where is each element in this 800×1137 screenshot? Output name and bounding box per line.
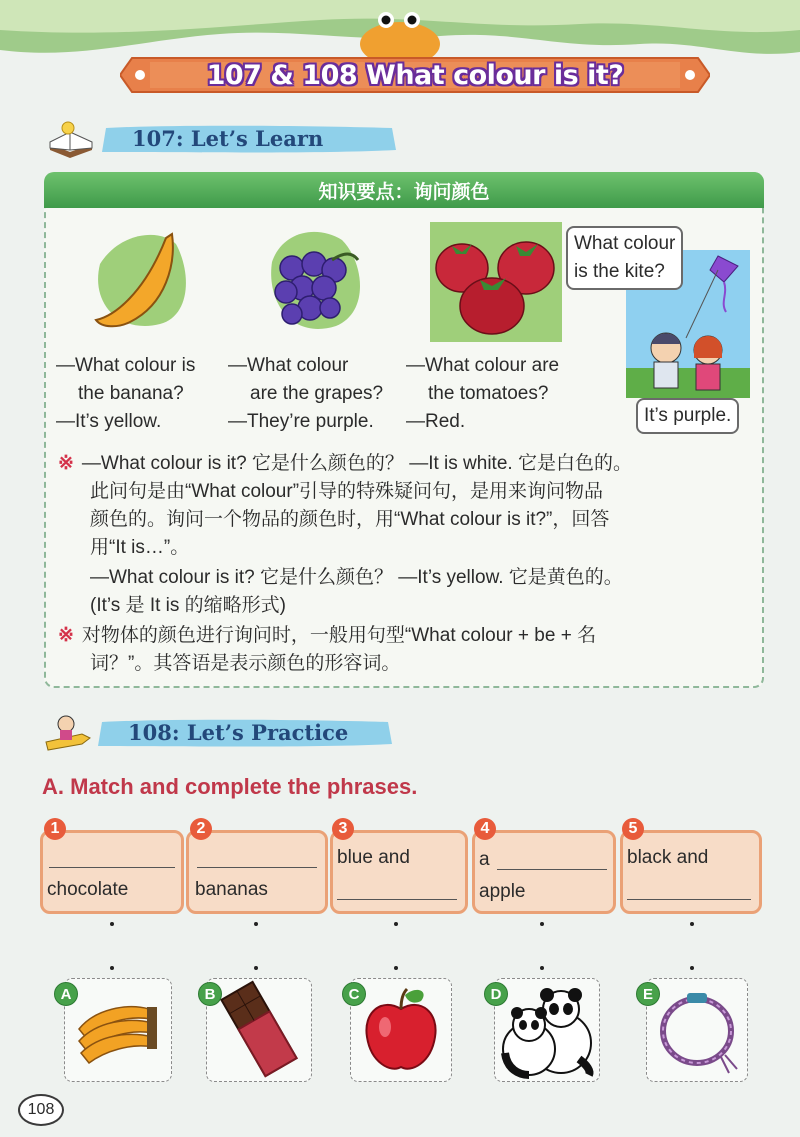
phrase-card-1 xyxy=(40,830,184,914)
picture-letter-badge: A xyxy=(54,982,78,1006)
practice-heading-text: 108: Let’s Practice xyxy=(128,720,349,745)
card-number-badge: 4 xyxy=(474,818,496,840)
match-dot-bottom[interactable] xyxy=(394,966,398,970)
picture-box-e xyxy=(646,978,748,1082)
bananas-icon xyxy=(65,979,171,1079)
dialog-grapes-question-2: are the grapes? xyxy=(250,383,384,404)
learn-heading-text: 107: Let’s Learn xyxy=(132,126,324,151)
note-line: 词？”。其答语是表示颜色的形容词。 xyxy=(90,653,401,674)
match-dot-top[interactable] xyxy=(110,922,114,926)
learn-box-title: 知识要点：询问颜色 xyxy=(44,172,764,208)
note-line: 用“It is…”。 xyxy=(90,537,190,558)
kite-question-line-1: What colour xyxy=(574,233,676,254)
note-mark-icon: ※ xyxy=(58,453,74,474)
match-dot-top[interactable] xyxy=(690,922,694,926)
dialog-tomatoes-question-2: the tomatoes? xyxy=(428,383,549,404)
kite-question-line-2: is the kite? xyxy=(574,261,665,282)
card-text: bananas xyxy=(195,879,268,900)
match-dot-top[interactable] xyxy=(540,922,544,926)
match-dot-bottom[interactable] xyxy=(254,966,258,970)
phrase-card-3 xyxy=(330,830,468,914)
apple-icon xyxy=(351,979,451,1079)
note-line xyxy=(58,450,632,478)
picture-box-d xyxy=(494,978,600,1082)
answer-blank[interactable] xyxy=(497,869,607,870)
kite-question-bubble xyxy=(566,226,683,290)
book-icon xyxy=(46,118,96,160)
practice-section-heading xyxy=(96,716,396,750)
picture-letter-badge: B xyxy=(198,982,222,1006)
dialog-tomatoes xyxy=(406,352,559,436)
phrase-card-4 xyxy=(472,830,616,914)
dialog-banana xyxy=(56,352,195,436)
phrase-card-5 xyxy=(620,830,762,914)
note-line: 颜色的。询问一个物品的颜色时，用“What colour is it?”，回答 xyxy=(90,509,610,530)
dialog-tomatoes-answer: —Red. xyxy=(406,411,466,432)
card-text: black and xyxy=(627,847,709,868)
dialog-grapes xyxy=(228,352,383,436)
note-line xyxy=(58,622,596,650)
section-a-instruction: A. Match and complete the phrases. xyxy=(42,774,418,799)
answer-blank[interactable] xyxy=(337,899,457,900)
picture-letter-badge: D xyxy=(484,982,508,1006)
answer-blank[interactable] xyxy=(197,867,317,868)
note-line: —What colour is it? 它是什么颜色？ —It’s yellow. 它是黄色的。 xyxy=(90,567,623,588)
card-text: a xyxy=(479,849,490,870)
bracelet-icon xyxy=(647,979,747,1079)
card-text: blue and xyxy=(337,847,410,868)
pencil-kid-icon xyxy=(42,712,94,752)
grapes-picture xyxy=(252,222,372,342)
note-text: 对物体的颜色进行询问时，一般用句型“What colour + be + 名 xyxy=(81,625,597,646)
dialog-banana-question-2: the banana? xyxy=(78,383,184,404)
banana-picture xyxy=(80,224,196,340)
chocolate-icon xyxy=(207,979,311,1079)
answer-blank[interactable] xyxy=(49,867,175,868)
match-dot-bottom[interactable] xyxy=(690,966,694,970)
card-number-badge: 3 xyxy=(332,818,354,840)
picture-box-a xyxy=(64,978,172,1082)
page-title: 107 & 108 What colour is it? xyxy=(206,59,624,91)
dialog-tomatoes-question-1: —What colour are xyxy=(406,355,560,376)
dialog-grapes-answer: —They’re purple. xyxy=(228,411,374,432)
phrase-card-2 xyxy=(186,830,328,914)
card-text: chocolate xyxy=(47,879,129,900)
match-dot-bottom[interactable] xyxy=(110,966,114,970)
match-dot-bottom[interactable] xyxy=(540,966,544,970)
tomatoes-picture xyxy=(430,222,562,342)
picture-letter-badge: E xyxy=(636,982,660,1006)
note-line: (It’s 是 It is 的缩略形式) xyxy=(90,595,286,616)
pandas-icon xyxy=(495,979,599,1079)
note-text: —What colour is it? 它是什么颜色的？ —It is white. 它是白色的。 xyxy=(81,453,632,474)
card-text: apple xyxy=(479,881,526,902)
card-number-badge: 2 xyxy=(190,818,212,840)
card-number-badge: 1 xyxy=(44,818,66,840)
picture-letter-badge: C xyxy=(342,982,366,1006)
note-mark-icon: ※ xyxy=(58,625,74,646)
match-dot-top[interactable] xyxy=(254,922,258,926)
note-line: 此问句是由“What colour”引导的特殊疑问句，是用来询问物品 xyxy=(90,481,604,502)
page-number: 108 xyxy=(18,1094,64,1126)
dialog-grapes-question-1: —What colour xyxy=(228,355,349,376)
kite-answer-bubble: It’s purple. xyxy=(636,398,739,434)
match-dot-top[interactable] xyxy=(394,922,398,926)
answer-blank[interactable] xyxy=(627,899,751,900)
card-number-badge: 5 xyxy=(622,818,644,840)
dialog-banana-answer: —It’s yellow. xyxy=(56,411,162,432)
dialog-banana-question-1: —What colour is xyxy=(56,355,196,376)
learn-section-heading xyxy=(100,122,400,156)
